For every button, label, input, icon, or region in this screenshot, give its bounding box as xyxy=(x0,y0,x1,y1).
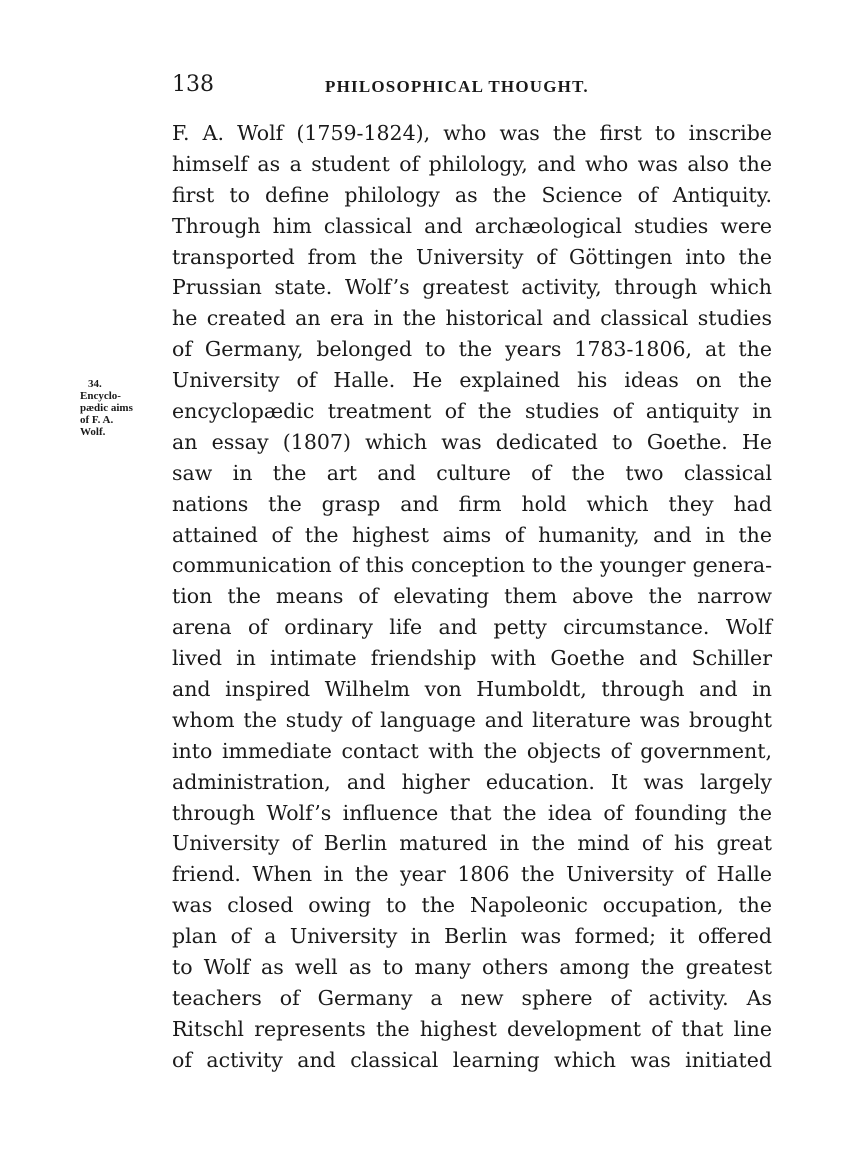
text-line: attained of the highest aims of humanity, and in the xyxy=(172,522,772,547)
running-head: PHILOSOPHICAL THOUGHT. xyxy=(325,77,589,96)
page-number: 138 xyxy=(172,72,214,97)
sidenote-line: of F. A. xyxy=(80,414,114,426)
text-line: of activity and classical learning which was initiated xyxy=(172,1047,772,1072)
text-line: University of Berlin matured in the mind of his great xyxy=(172,831,772,856)
text-line: into immediate contact with the objects of government, xyxy=(172,738,772,763)
text-line: plan of a University in Berlin was formed; it offered xyxy=(172,924,772,949)
text-line: to Wolf as well as to many others among the greatest xyxy=(172,955,772,980)
text-line: teachers of Germany a new sphere of activity. As xyxy=(172,985,772,1010)
sidenote-line: Encyclo- xyxy=(80,390,121,402)
text-line: and inspired Wilhelm von Humboldt, through and in xyxy=(172,677,772,702)
body-text xyxy=(172,118,772,1076)
text-line: through Wolf’s influence that the idea of founding the xyxy=(172,800,772,825)
text-line: an essay (1807) which was dedicated to Goethe. He xyxy=(172,429,772,454)
text-line: encyclopædic treatment of the studies of antiquity in xyxy=(172,399,772,424)
text-line: friend. When in the year 1806 the University of Halle xyxy=(172,862,772,887)
text-line: he created an era in the historical and classical studies xyxy=(172,306,772,331)
sidenote-line: Wolf. xyxy=(80,426,106,438)
text-line: tion the means of elevating them above the narrow xyxy=(172,584,772,609)
text-line: University of Halle. He explained his ideas on the xyxy=(172,368,772,393)
sidenote-line: pædic aims xyxy=(80,402,133,414)
text-line: F. A. Wolf (1759-1824), who was the first to inscribe xyxy=(172,121,772,145)
text-line: Prussian state. Wolf’s greatest activity, through which xyxy=(172,275,772,300)
sidenote-line: 34. xyxy=(88,378,102,390)
margin-sidenote xyxy=(80,378,170,438)
text-line: transported from the University of Göttingen into the xyxy=(172,244,772,269)
text-line: Through him classical and archæological studies were xyxy=(172,213,772,238)
text-line: himself as a student of philology, and who was also the xyxy=(172,151,772,176)
text-line: whom the study of language and literature was brought xyxy=(172,707,772,732)
text-line: was closed owing to the Napoleonic occupation, the xyxy=(172,893,772,918)
text-line: saw in the art and culture of the two classical xyxy=(172,460,772,485)
text-line: communication of this conception to the younger genera- xyxy=(172,553,772,578)
text-line: of Germany, belonged to the years 1783-1806, at the xyxy=(172,337,772,362)
text-line: lived in intimate friendship with Goethe and Schiller xyxy=(172,646,772,671)
text-line: nations the grasp and firm hold which they had xyxy=(172,491,772,516)
text-line: arena of ordinary life and petty circumstance. Wolf xyxy=(172,615,772,640)
text-line: first to define philology as the Science of Antiquity. xyxy=(172,182,772,207)
text-line: administration, and higher education. It was largely xyxy=(172,769,772,794)
text-line: Ritschl represents the highest development of that line xyxy=(172,1016,772,1041)
